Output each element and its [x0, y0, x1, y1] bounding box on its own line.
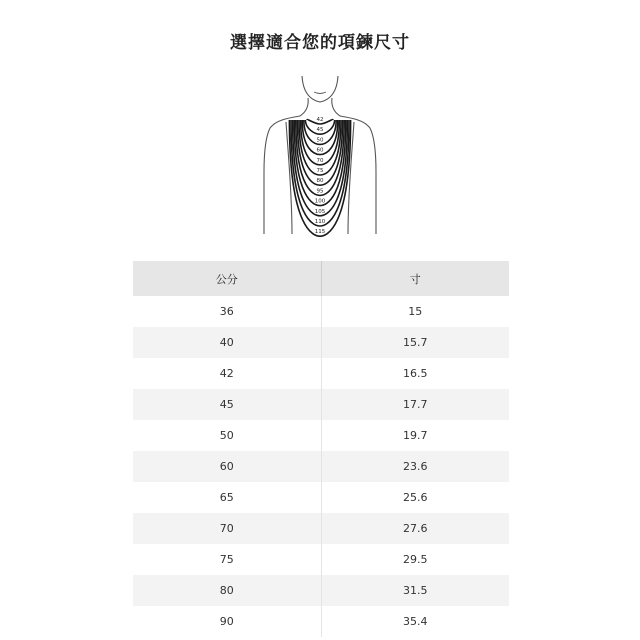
column-header-inch: 寸: [409, 272, 421, 286]
inch-cell: 23.6: [403, 460, 428, 473]
neck-left: [300, 98, 308, 116]
cm-cell: 65: [133, 482, 321, 513]
mouth: [314, 92, 326, 94]
size-table: [133, 261, 509, 637]
length-label: 95: [316, 188, 324, 195]
cm-cell: 36: [133, 296, 321, 327]
length-label: 100: [314, 198, 326, 205]
length-label: 60: [316, 147, 324, 154]
inch-cell: 29.5: [403, 553, 428, 566]
inch-cell: 17.7: [403, 398, 428, 411]
table-row: [133, 327, 509, 358]
inch-cell: 31.5: [403, 584, 428, 597]
length-label: 70: [316, 157, 324, 164]
table-row: [133, 544, 509, 575]
length-label: 115: [314, 229, 326, 236]
table-row: [133, 389, 509, 420]
table-row: [133, 420, 509, 451]
cm-cell: 90: [133, 606, 321, 637]
length-label: 80: [316, 178, 324, 185]
cm-cell: 60: [133, 451, 321, 482]
length-label: 75: [316, 168, 324, 174]
length-label: 42: [316, 117, 324, 123]
length-label: 50: [316, 137, 324, 144]
inch-cell: 25.6: [403, 491, 428, 504]
table-row: [133, 358, 509, 389]
neck-right: [332, 98, 340, 116]
column-header-cm: 公分: [133, 261, 321, 296]
table-row: [133, 513, 509, 544]
length-label: 45: [316, 127, 324, 134]
table-row: [133, 482, 509, 513]
cm-cell: 80: [133, 575, 321, 606]
face-outline: [302, 76, 338, 102]
length-label: 105: [314, 208, 326, 215]
table-row: [133, 451, 509, 482]
page-title: 選擇適合您的項鍊尺寸: [230, 33, 410, 53]
necklace-length-illustration: [0, 62, 640, 252]
table-header-row: [133, 261, 509, 296]
cm-cell: 42: [133, 358, 321, 389]
inch-cell: 15: [408, 305, 423, 318]
table-row: [133, 606, 509, 637]
length-label: 110: [314, 219, 326, 225]
cm-cell: 40: [133, 327, 321, 358]
inch-cell: 19.7: [403, 429, 428, 442]
inch-cell: 15.7: [403, 336, 428, 349]
table-row: [133, 575, 509, 606]
table-row: [133, 296, 509, 327]
cm-cell: 45: [133, 389, 321, 420]
cm-cell: 70: [133, 513, 321, 544]
inch-cell: 16.5: [403, 367, 428, 380]
inch-cell: 27.6: [403, 522, 428, 535]
inch-cell: 35.4: [403, 615, 428, 628]
cm-cell: 75: [133, 544, 321, 575]
cm-cell: 50: [133, 420, 321, 451]
